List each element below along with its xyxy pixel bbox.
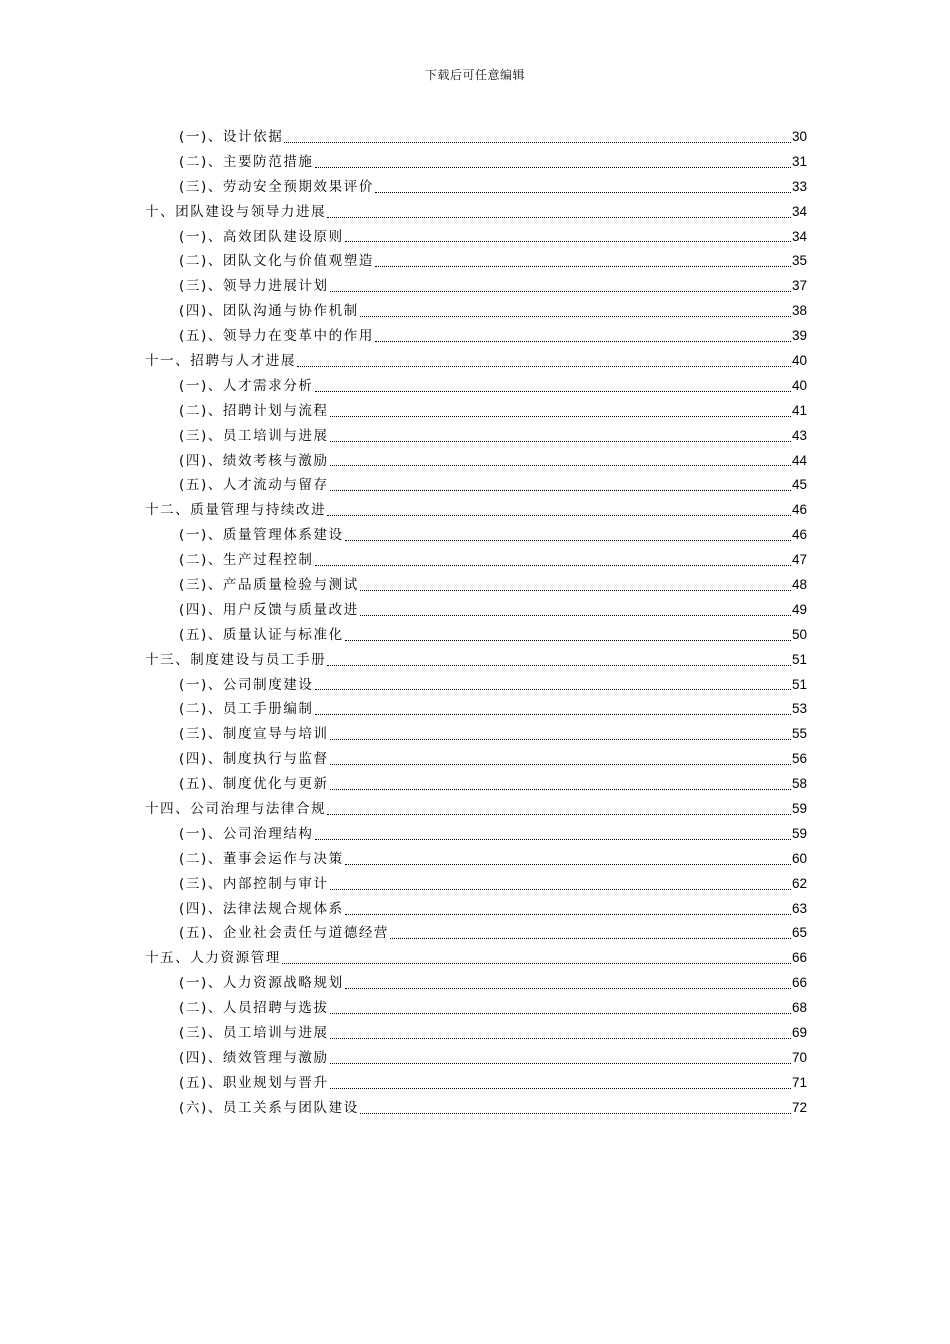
toc-page-number: 40 xyxy=(791,353,807,368)
toc-section-entry[interactable] xyxy=(145,623,807,648)
toc-entry-title: (三)、领导力进展计划 xyxy=(179,278,329,295)
toc-entry-title: (四)、用户反馈与质量改进 xyxy=(179,601,359,618)
toc-page-number: 58 xyxy=(791,776,807,792)
toc-entry-title: (三)、员工培训与进展 xyxy=(179,427,329,444)
toc-entry-title: (四)、制度执行与监督 xyxy=(179,751,329,768)
toc-dot-leader xyxy=(375,175,791,200)
toc-dot-leader xyxy=(330,722,791,747)
toc-chapter-entry[interactable] xyxy=(145,498,807,523)
toc-chapter-entry[interactable] xyxy=(145,648,807,673)
toc-section-entry[interactable] xyxy=(145,747,807,772)
toc-dot-leader xyxy=(330,449,791,474)
toc-page-number: 63 xyxy=(791,900,807,916)
toc-entry-title: (二)、招聘计划与流程 xyxy=(179,402,329,419)
toc-page-number: 66 xyxy=(791,950,807,966)
toc-page-number: 59 xyxy=(791,801,807,817)
toc-entry-title: (四)、团队沟通与协作机制 xyxy=(179,303,359,320)
toc-entry-title: (三)、制度宣导与培训 xyxy=(179,726,329,743)
toc-page-number: 53 xyxy=(791,701,807,717)
toc-page-number: 39 xyxy=(791,328,807,344)
toc-section-entry[interactable] xyxy=(145,225,807,250)
toc-page-number: 47 xyxy=(791,552,807,568)
toc-entry-title: (三)、内部控制与审计 xyxy=(179,875,329,892)
toc-page-number: 56 xyxy=(791,751,807,767)
toc-dot-leader xyxy=(330,1021,791,1046)
toc-page-number: 51 xyxy=(791,676,807,692)
toc-dot-leader xyxy=(330,274,791,299)
toc-dot-leader xyxy=(345,523,791,548)
toc-entry-title: (一)、公司制度建设 xyxy=(179,676,314,693)
toc-page-number: 34 xyxy=(791,228,807,244)
toc-entry-title: (一)、公司治理结构 xyxy=(179,825,314,842)
toc-dot-leader xyxy=(330,872,791,897)
toc-entry-title: (一)、高效团队建设原则 xyxy=(179,228,344,245)
toc-entry-title: (一)、人力资源战略规划 xyxy=(179,975,344,992)
toc-page-number: 66 xyxy=(791,975,807,991)
toc-section-entry[interactable] xyxy=(145,424,807,449)
toc-section-entry[interactable] xyxy=(145,1046,807,1071)
toc-page-number: 37 xyxy=(791,278,807,294)
toc-dot-leader xyxy=(375,249,791,274)
toc-entry-title: 十二、质量管理与持续改进 xyxy=(145,502,327,519)
toc-dot-leader xyxy=(315,697,791,722)
toc-entry-title: (三)、劳动安全预期效果评价 xyxy=(179,178,374,195)
toc-section-entry[interactable] xyxy=(145,1071,807,1096)
toc-page-number: 46 xyxy=(791,527,807,543)
toc-entry-title: (二)、员工手册编制 xyxy=(179,701,314,718)
table-of-contents xyxy=(145,125,807,1121)
toc-section-entry[interactable] xyxy=(145,523,807,548)
toc-dot-leader xyxy=(284,125,791,150)
toc-page-number: 30 xyxy=(791,128,807,144)
toc-entry-title: (五)、制度优化与更新 xyxy=(179,776,329,793)
toc-dot-leader xyxy=(297,349,791,374)
toc-section-entry[interactable] xyxy=(145,299,807,324)
toc-entry-title: (二)、人员招聘与选拔 xyxy=(179,1000,329,1017)
toc-section-entry[interactable] xyxy=(145,399,807,424)
toc-chapter-entry[interactable] xyxy=(145,946,807,971)
toc-dot-leader xyxy=(330,1071,791,1096)
toc-section-entry[interactable] xyxy=(145,473,807,498)
page-header: 下载后可任意编辑 xyxy=(424,68,525,82)
toc-dot-leader xyxy=(282,946,791,971)
toc-page-number: 31 xyxy=(791,153,807,169)
toc-dot-leader xyxy=(330,424,791,449)
toc-dot-leader xyxy=(315,822,791,847)
toc-section-entry[interactable] xyxy=(145,1096,807,1121)
toc-section-entry[interactable] xyxy=(145,822,807,847)
toc-page-number: 60 xyxy=(791,850,807,866)
toc-entry-title: (二)、生产过程控制 xyxy=(179,552,314,569)
toc-entry-title: (一)、人才需求分析 xyxy=(179,377,314,394)
toc-dot-leader xyxy=(345,897,791,922)
toc-section-entry[interactable] xyxy=(145,175,807,200)
toc-page-number: 33 xyxy=(791,178,807,194)
toc-entry-title: (三)、产品质量检验与测试 xyxy=(179,577,359,594)
toc-section-entry[interactable] xyxy=(145,150,807,175)
toc-page-number: 70 xyxy=(791,1049,807,1065)
toc-dot-leader xyxy=(390,922,791,947)
toc-dot-leader xyxy=(330,772,791,797)
toc-entry-title: (三)、员工培训与进展 xyxy=(179,1025,329,1042)
toc-dot-leader xyxy=(330,996,791,1021)
toc-page-number: 55 xyxy=(791,726,807,742)
toc-page-number: 35 xyxy=(791,253,807,269)
toc-dot-leader xyxy=(330,399,791,424)
toc-section-entry[interactable] xyxy=(145,897,807,922)
toc-dot-leader xyxy=(330,747,791,772)
toc-page-number: 46 xyxy=(791,502,807,518)
toc-entry-title: (五)、企业社会责任与道德经营 xyxy=(179,925,390,942)
toc-section-entry[interactable] xyxy=(145,1021,807,1046)
toc-page-number: 68 xyxy=(791,1000,807,1016)
toc-entry-title: (二)、董事会运作与决策 xyxy=(179,850,344,867)
toc-page-number: 38 xyxy=(791,303,807,319)
toc-dot-leader xyxy=(315,150,791,175)
toc-entry-title: (五)、职业规划与晋升 xyxy=(179,1074,329,1091)
toc-section-entry[interactable] xyxy=(145,125,807,150)
toc-dot-leader xyxy=(315,673,791,698)
toc-dot-leader xyxy=(360,299,791,324)
toc-entry-title: (二)、主要防范措施 xyxy=(179,153,314,170)
toc-section-entry[interactable] xyxy=(145,274,807,299)
toc-section-entry[interactable] xyxy=(145,673,807,698)
toc-dot-leader xyxy=(345,847,791,872)
toc-section-entry[interactable] xyxy=(145,249,807,274)
toc-entry-title: (五)、人才流动与留存 xyxy=(179,477,329,494)
toc-section-entry[interactable] xyxy=(145,598,807,623)
toc-dot-leader xyxy=(360,573,791,598)
toc-dot-leader xyxy=(327,498,791,523)
toc-entry-title: (四)、绩效管理与激励 xyxy=(179,1049,329,1066)
toc-dot-leader xyxy=(360,598,791,623)
toc-section-entry[interactable] xyxy=(145,922,807,947)
toc-section-entry[interactable] xyxy=(145,872,807,897)
toc-entry-title: (六)、员工关系与团队建设 xyxy=(179,1099,359,1116)
toc-page-number: 45 xyxy=(791,477,807,493)
toc-dot-leader xyxy=(327,797,791,822)
toc-entry-title: (五)、质量认证与标准化 xyxy=(179,626,344,643)
toc-dot-leader xyxy=(375,324,791,349)
toc-entry-title: (一)、设计依据 xyxy=(179,128,284,145)
toc-entry-title: (四)、法律法规合规体系 xyxy=(179,900,344,917)
toc-page-number: 34 xyxy=(791,203,807,219)
toc-page-number: 44 xyxy=(791,452,807,468)
toc-section-entry[interactable] xyxy=(145,697,807,722)
toc-page-number: 43 xyxy=(791,427,807,443)
toc-section-entry[interactable] xyxy=(145,971,807,996)
toc-page-number: 62 xyxy=(791,875,807,891)
toc-page-number: 48 xyxy=(791,577,807,593)
toc-page-number: 59 xyxy=(791,825,807,841)
toc-entry-title: (一)、质量管理体系建设 xyxy=(179,527,344,544)
toc-page-number: 49 xyxy=(791,601,807,617)
toc-entry-title: 十一、招聘与人才进展 xyxy=(145,353,296,369)
toc-dot-leader xyxy=(315,374,791,399)
toc-entry-title: 十三、制度建设与员工手册 xyxy=(145,651,327,668)
toc-entry-title: 十五、人力资源管理 xyxy=(145,950,281,967)
toc-section-entry[interactable] xyxy=(145,449,807,474)
toc-entry-title: 十四、公司治理与法律合规 xyxy=(145,801,327,818)
toc-section-entry[interactable] xyxy=(145,374,807,399)
toc-section-entry[interactable] xyxy=(145,847,807,872)
toc-page-number: 71 xyxy=(791,1074,807,1090)
toc-chapter-entry[interactable] xyxy=(145,797,807,822)
toc-section-entry[interactable] xyxy=(145,772,807,797)
toc-page-number: 51 xyxy=(791,651,807,667)
toc-section-entry[interactable] xyxy=(145,548,807,573)
toc-dot-leader xyxy=(330,473,791,498)
toc-chapter-entry[interactable] xyxy=(145,349,807,374)
toc-chapter-entry[interactable] xyxy=(145,200,807,225)
toc-entry-title: (四)、绩效考核与激励 xyxy=(179,452,329,469)
toc-dot-leader xyxy=(345,971,791,996)
toc-entry-title: (五)、领导力在变革中的作用 xyxy=(179,328,374,345)
toc-page-number: 41 xyxy=(791,402,807,418)
toc-dot-leader xyxy=(327,200,791,225)
toc-page-number: 40 xyxy=(791,377,807,393)
toc-page-number: 65 xyxy=(791,925,807,941)
toc-dot-leader xyxy=(360,1096,791,1121)
toc-section-entry[interactable] xyxy=(145,722,807,747)
toc-dot-leader xyxy=(315,548,791,573)
toc-dot-leader xyxy=(330,1046,791,1071)
toc-section-entry[interactable] xyxy=(145,996,807,1021)
toc-entry-title: (二)、团队文化与价值观塑造 xyxy=(179,253,374,270)
toc-dot-leader xyxy=(345,225,791,250)
toc-page-number: 72 xyxy=(791,1099,807,1115)
toc-entry-title: 十、团队建设与领导力进展 xyxy=(145,203,327,220)
toc-dot-leader xyxy=(345,623,791,648)
toc-dot-leader xyxy=(327,648,791,673)
toc-section-entry[interactable] xyxy=(145,573,807,598)
toc-section-entry[interactable] xyxy=(145,324,807,349)
toc-page-number: 69 xyxy=(791,1025,807,1041)
toc-page-number: 50 xyxy=(791,626,807,642)
